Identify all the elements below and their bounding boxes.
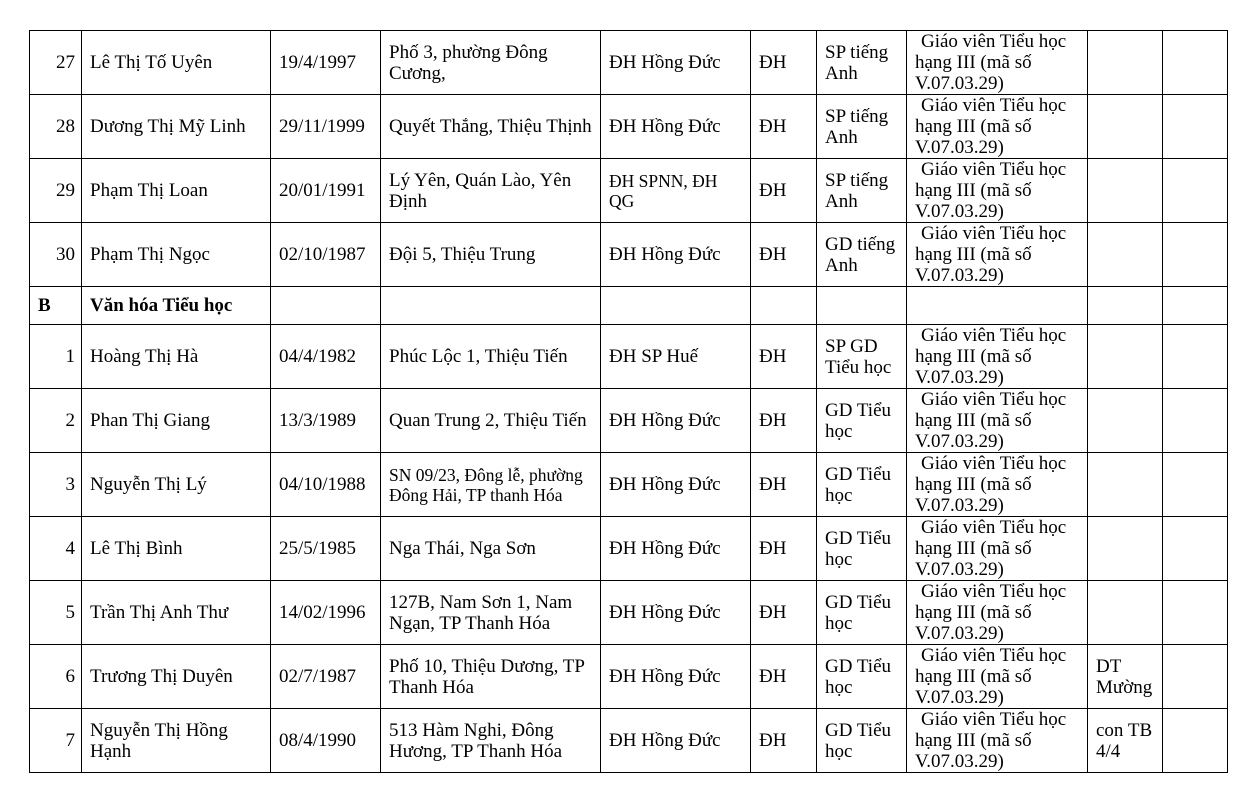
position-line: V.07.03.29) bbox=[915, 559, 1004, 580]
cell-major: GD tiếng Anh bbox=[817, 223, 907, 287]
cell-major: GD Tiểu học bbox=[817, 645, 907, 709]
cell-note bbox=[1088, 31, 1163, 95]
cell-note bbox=[1088, 159, 1163, 223]
cell-level: ĐH bbox=[751, 95, 817, 159]
cell-stt: 5 bbox=[30, 581, 82, 645]
cell-school: ĐH Hồng Đức bbox=[601, 31, 751, 95]
empty-cell bbox=[907, 287, 1088, 325]
position-line: Giáo viên Tiểu học bbox=[921, 581, 1067, 602]
cell-position bbox=[907, 709, 1088, 773]
section-header-row bbox=[30, 287, 1228, 325]
position-line: Giáo viên Tiểu học bbox=[921, 31, 1067, 52]
position-line: V.07.03.29) bbox=[915, 367, 1004, 388]
table-body bbox=[30, 31, 1228, 773]
position-line: V.07.03.29) bbox=[915, 73, 1004, 94]
position-line: hạng III (mã số bbox=[915, 244, 1032, 265]
cell-major: SP GD Tiểu học bbox=[817, 325, 907, 389]
position-line: Giáo viên Tiểu học bbox=[921, 159, 1067, 180]
cell-stt: 7 bbox=[30, 709, 82, 773]
position-line: V.07.03.29) bbox=[915, 687, 1004, 708]
cell-extra bbox=[1163, 581, 1228, 645]
cell-dob: 04/10/1988 bbox=[271, 453, 381, 517]
cell-name: Hoàng Thị Hà bbox=[82, 325, 271, 389]
cell-stt: 3 bbox=[30, 453, 82, 517]
section-label: B bbox=[30, 287, 82, 325]
cell-extra bbox=[1163, 709, 1228, 773]
position-line: Giáo viên Tiểu học bbox=[921, 389, 1067, 410]
cell-level: ĐH bbox=[751, 645, 817, 709]
cell-position bbox=[907, 645, 1088, 709]
empty-cell bbox=[271, 287, 381, 325]
cell-level: ĐH bbox=[751, 325, 817, 389]
cell-name: Lê Thị Tố Uyên bbox=[82, 31, 271, 95]
empty-cell bbox=[1163, 287, 1228, 325]
cell-name: Nguyễn Thị Lý bbox=[82, 453, 271, 517]
cell-dob: 29/11/1999 bbox=[271, 95, 381, 159]
position-line: V.07.03.29) bbox=[915, 431, 1004, 452]
position-line: Giáo viên Tiểu học bbox=[921, 517, 1067, 538]
cell-position bbox=[907, 389, 1088, 453]
cell-extra bbox=[1163, 645, 1228, 709]
position-line: V.07.03.29) bbox=[915, 751, 1004, 772]
cell-address: Phố 10, Thiệu Dương, TP Thanh Hóa bbox=[381, 645, 601, 709]
position-line: Giáo viên Tiểu học bbox=[921, 325, 1067, 346]
table-row bbox=[30, 31, 1228, 95]
position-line: hạng III (mã số bbox=[915, 474, 1032, 495]
cell-level: ĐH bbox=[751, 453, 817, 517]
cell-note bbox=[1088, 95, 1163, 159]
cell-name: Trần Thị Anh Thư bbox=[82, 581, 271, 645]
cell-note: DT Mường bbox=[1088, 645, 1163, 709]
cell-school: ĐH Hồng Đức bbox=[601, 581, 751, 645]
cell-name: Phan Thị Giang bbox=[82, 389, 271, 453]
cell-dob: 04/4/1982 bbox=[271, 325, 381, 389]
position-line: Giáo viên Tiểu học bbox=[921, 223, 1067, 244]
position-line: V.07.03.29) bbox=[915, 623, 1004, 644]
cell-name: Phạm Thị Ngọc bbox=[82, 223, 271, 287]
cell-stt: 2 bbox=[30, 389, 82, 453]
cell-extra bbox=[1163, 453, 1228, 517]
position-line: hạng III (mã số bbox=[915, 666, 1032, 687]
cell-stt: 30 bbox=[30, 223, 82, 287]
cell-major: GD Tiểu học bbox=[817, 709, 907, 773]
cell-note bbox=[1088, 453, 1163, 517]
table-row bbox=[30, 517, 1228, 581]
table-row bbox=[30, 159, 1228, 223]
empty-cell bbox=[381, 287, 601, 325]
cell-stt: 6 bbox=[30, 645, 82, 709]
cell-dob: 20/01/1991 bbox=[271, 159, 381, 223]
cell-note bbox=[1088, 389, 1163, 453]
cell-position bbox=[907, 581, 1088, 645]
cell-address: Quan Trung 2, Thiệu Tiến bbox=[381, 389, 601, 453]
cell-major: SP tiếng Anh bbox=[817, 31, 907, 95]
cell-extra bbox=[1163, 389, 1228, 453]
cell-stt: 29 bbox=[30, 159, 82, 223]
cell-dob: 13/3/1989 bbox=[271, 389, 381, 453]
cell-major: GD Tiểu học bbox=[817, 517, 907, 581]
cell-position bbox=[907, 517, 1088, 581]
cell-level: ĐH bbox=[751, 517, 817, 581]
cell-school: ĐH Hồng Đức bbox=[601, 95, 751, 159]
empty-cell bbox=[1088, 287, 1163, 325]
cell-address: Phố 3, phường Đông Cương, bbox=[381, 31, 601, 95]
cell-extra bbox=[1163, 159, 1228, 223]
table-row bbox=[30, 95, 1228, 159]
cell-extra bbox=[1163, 95, 1228, 159]
cell-note: con TB 4/4 bbox=[1088, 709, 1163, 773]
cell-school: ĐH SPNN, ĐH QG bbox=[601, 159, 751, 223]
position-line: hạng III (mã số bbox=[915, 538, 1032, 559]
cell-position bbox=[907, 31, 1088, 95]
cell-name: Trương Thị Duyên bbox=[82, 645, 271, 709]
cell-dob: 25/5/1985 bbox=[271, 517, 381, 581]
cell-major: SP tiếng Anh bbox=[817, 159, 907, 223]
cell-school: ĐH Hồng Đức bbox=[601, 453, 751, 517]
cell-major: GD Tiểu học bbox=[817, 581, 907, 645]
cell-note bbox=[1088, 223, 1163, 287]
cell-note bbox=[1088, 325, 1163, 389]
cell-address: 127B, Nam Sơn 1, Nam Ngạn, TP Thanh Hóa bbox=[381, 581, 601, 645]
section-title: Văn hóa Tiểu học bbox=[82, 287, 271, 325]
position-line: V.07.03.29) bbox=[915, 495, 1004, 516]
position-line: Giáo viên Tiểu học bbox=[921, 453, 1067, 474]
cell-school: ĐH Hồng Đức bbox=[601, 223, 751, 287]
cell-note bbox=[1088, 517, 1163, 581]
position-line: hạng III (mã số bbox=[915, 346, 1032, 367]
position-line: hạng III (mã số bbox=[915, 730, 1032, 751]
cell-address: SN 09/23, Đông lễ, phường Đông Hải, TP thanh Hóa bbox=[381, 453, 601, 517]
cell-name: Lê Thị Bình bbox=[82, 517, 271, 581]
cell-position bbox=[907, 159, 1088, 223]
cell-address: Phúc Lộc 1, Thiệu Tiến bbox=[381, 325, 601, 389]
cell-level: ĐH bbox=[751, 223, 817, 287]
position-line: hạng III (mã số bbox=[915, 602, 1032, 623]
cell-extra bbox=[1163, 31, 1228, 95]
cell-address: Nga Thái, Nga Sơn bbox=[381, 517, 601, 581]
position-line: V.07.03.29) bbox=[915, 265, 1004, 286]
cell-address: Đội 5, Thiệu Trung bbox=[381, 223, 601, 287]
cell-level: ĐH bbox=[751, 709, 817, 773]
cell-stt: 4 bbox=[30, 517, 82, 581]
cell-note bbox=[1088, 581, 1163, 645]
cell-stt: 27 bbox=[30, 31, 82, 95]
cell-stt: 1 bbox=[30, 325, 82, 389]
position-line: Giáo viên Tiểu học bbox=[921, 709, 1067, 730]
cell-dob: 02/7/1987 bbox=[271, 645, 381, 709]
cell-position bbox=[907, 453, 1088, 517]
cell-address: Quyết Thắng, Thiệu Thịnh bbox=[381, 95, 601, 159]
cell-position bbox=[907, 223, 1088, 287]
cell-school: ĐH Hồng Đức bbox=[601, 517, 751, 581]
empty-cell bbox=[751, 287, 817, 325]
cell-extra bbox=[1163, 223, 1228, 287]
position-line: hạng III (mã số bbox=[915, 116, 1032, 137]
cell-level: ĐH bbox=[751, 159, 817, 223]
table-row bbox=[30, 223, 1228, 287]
table-row bbox=[30, 325, 1228, 389]
cell-dob: 19/4/1997 bbox=[271, 31, 381, 95]
cell-position bbox=[907, 325, 1088, 389]
cell-address: Lý Yên, Quán Lào, Yên Định bbox=[381, 159, 601, 223]
candidate-table bbox=[29, 30, 1228, 773]
position-line: hạng III (mã số bbox=[915, 52, 1032, 73]
cell-extra bbox=[1163, 325, 1228, 389]
cell-school: ĐH Hồng Đức bbox=[601, 389, 751, 453]
cell-major: GD Tiểu học bbox=[817, 389, 907, 453]
position-line: Giáo viên Tiểu học bbox=[921, 95, 1067, 116]
cell-position bbox=[907, 95, 1088, 159]
cell-level: ĐH bbox=[751, 389, 817, 453]
cell-dob: 14/02/1996 bbox=[271, 581, 381, 645]
cell-name: Dương Thị Mỹ Linh bbox=[82, 95, 271, 159]
cell-major: GD Tiểu học bbox=[817, 453, 907, 517]
cell-name: Nguyễn Thị Hồng Hạnh bbox=[82, 709, 271, 773]
cell-major: SP tiếng Anh bbox=[817, 95, 907, 159]
position-line: Giáo viên Tiểu học bbox=[921, 645, 1067, 666]
position-line: hạng III (mã số bbox=[915, 180, 1032, 201]
cell-level: ĐH bbox=[751, 31, 817, 95]
cell-extra bbox=[1163, 517, 1228, 581]
cell-dob: 02/10/1987 bbox=[271, 223, 381, 287]
position-line: V.07.03.29) bbox=[915, 201, 1004, 222]
cell-school: ĐH SP Huế bbox=[601, 325, 751, 389]
table-row bbox=[30, 453, 1228, 517]
position-line: V.07.03.29) bbox=[915, 137, 1004, 158]
cell-school: ĐH Hồng Đức bbox=[601, 709, 751, 773]
cell-level: ĐH bbox=[751, 581, 817, 645]
position-line: hạng III (mã số bbox=[915, 410, 1032, 431]
table-row bbox=[30, 645, 1228, 709]
cell-dob: 08/4/1990 bbox=[271, 709, 381, 773]
table-row bbox=[30, 581, 1228, 645]
cell-address: 513 Hàm Nghi, Đông Hương, TP Thanh Hóa bbox=[381, 709, 601, 773]
table-row bbox=[30, 389, 1228, 453]
empty-cell bbox=[601, 287, 751, 325]
cell-stt: 28 bbox=[30, 95, 82, 159]
empty-cell bbox=[817, 287, 907, 325]
cell-school: ĐH Hồng Đức bbox=[601, 645, 751, 709]
table-row bbox=[30, 709, 1228, 773]
cell-name: Phạm Thị Loan bbox=[82, 159, 271, 223]
